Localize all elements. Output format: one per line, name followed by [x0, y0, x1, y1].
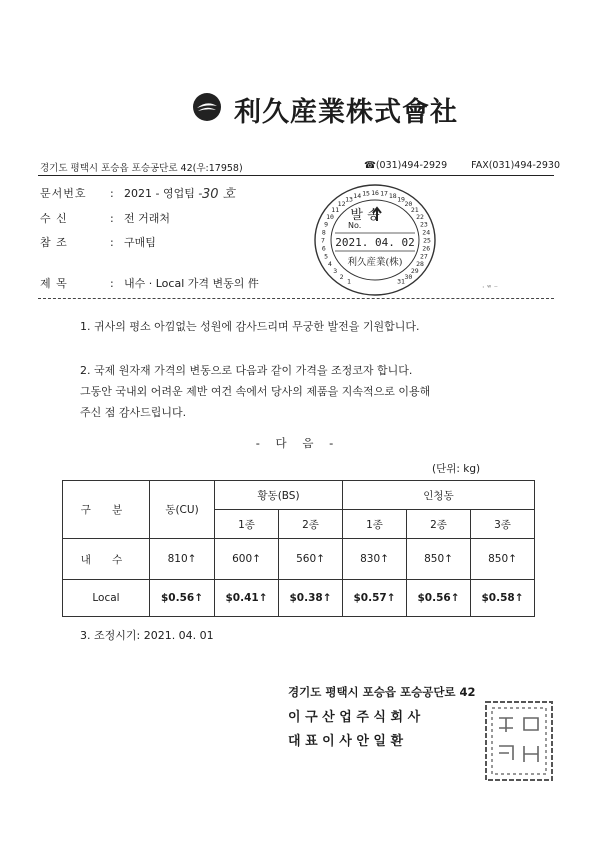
- stamp-top-text: 발 송: [350, 208, 380, 223]
- recipient-field: 수 신 : 전 거래처: [40, 212, 171, 225]
- stamp-ring-number: 8: [321, 228, 326, 237]
- cell-pb1: $0.57↑: [343, 580, 407, 617]
- recipient-value: 전 거래처: [124, 212, 171, 225]
- margin-mark: · ʷ ⁻: [482, 283, 498, 292]
- stamp-ring-number: 3: [333, 267, 338, 275]
- cell-pb2: 850↑: [407, 539, 471, 580]
- stamp-ring-number: 18: [388, 191, 397, 200]
- stamp-ring-number: 29: [410, 267, 419, 275]
- reference-field: 참 조 : 구매팀: [40, 236, 156, 249]
- header-phosphor-bronze: 인청동: [343, 481, 535, 510]
- header-phosphor-grade-3: 3종: [471, 510, 535, 539]
- stamp-ring-number: 12: [337, 200, 346, 209]
- header-phosphor-grade-1: 1종: [343, 510, 407, 539]
- section-title: - 다 음 -: [255, 436, 340, 450]
- recipient-label: 수 신: [40, 212, 68, 225]
- stamp-ring-number: 25: [423, 236, 431, 245]
- stamp-ring-number: 17: [380, 189, 388, 198]
- footer-representative: 대 표 이 사 안 일 환: [288, 734, 404, 749]
- letterhead-tel: ☎(031)494-2929: [364, 160, 448, 171]
- stamp-ring-number: 27: [419, 252, 428, 261]
- cell-bs2: 560↑: [279, 539, 343, 580]
- letterhead-address: 경기도 평택시 포승읍 포승공단로 42(우:17958): [40, 163, 243, 174]
- cell-pb1: 830↑: [343, 539, 407, 580]
- stamp-ring-number: 16: [371, 189, 379, 197]
- doc-number-value: 2021 - 영업팀 -: [124, 187, 203, 200]
- stamp-ring-number: 21: [410, 206, 419, 214]
- paragraph-1: 1. 귀사의 평소 아낌없는 성원에 감사드리며 무궁한 발전을 기원합니다.: [80, 320, 420, 333]
- stamp-ring-number: 19: [397, 195, 405, 204]
- stamp-ring-number: 31: [397, 277, 405, 286]
- dispatch-stamp: [313, 183, 437, 298]
- cell-pb3: 850↑: [471, 539, 535, 580]
- doc-number-field: 문서번호 : 2021 - 영업팀 -: [40, 187, 203, 200]
- row-label: 내 수: [63, 539, 150, 580]
- subject-divider: [38, 298, 554, 299]
- reference-value: 구매팀: [124, 236, 156, 249]
- stamp-ring-number: 1: [347, 277, 351, 286]
- stamp-ring-number: 22: [416, 212, 424, 221]
- stamp-ring-number: 11: [331, 206, 340, 214]
- unit-label: (단위: kg): [432, 463, 481, 475]
- letterhead-contact: [364, 160, 584, 171]
- company-name: 利久産業株式會社: [234, 97, 458, 128]
- company-seal: [484, 700, 554, 782]
- stamp-ring-number: 15: [362, 189, 370, 198]
- stamp-ring-number: 23: [419, 220, 428, 229]
- cell-pb3: $0.58↑: [471, 580, 535, 617]
- stamp-date: 2021. 04. 02: [335, 236, 415, 249]
- header-phosphor-grade-2: 2종: [407, 510, 471, 539]
- header-brass-grade-1: 1종: [215, 510, 279, 539]
- stamp-ring-number: 26: [422, 244, 431, 253]
- header-copper: 동(CU): [150, 481, 215, 539]
- stamp-no-label: No.: [348, 221, 362, 230]
- header-brass: 황동(BS): [215, 481, 343, 510]
- price-table: [62, 480, 535, 617]
- stamp-ring-number: 4: [328, 260, 332, 269]
- stamp-ring-number: 10: [326, 212, 334, 221]
- stamp-ring-number: 7: [321, 236, 325, 245]
- paragraph-2-line-3: 주신 점 감사드립니다.: [80, 406, 187, 419]
- stamp-ring-number: 24: [422, 228, 431, 237]
- stamp-ring-number: 20: [404, 200, 413, 209]
- stamp-ring-number: 6: [321, 244, 326, 253]
- cell-cu: $0.56↑: [150, 580, 215, 617]
- cell-bs1: $0.41↑: [215, 580, 279, 617]
- cell-pb2: $0.56↑: [407, 580, 471, 617]
- table-row: [63, 580, 535, 617]
- stamp-ring-number: 28: [416, 260, 424, 269]
- company-logo-icon: [192, 92, 222, 122]
- letterhead-divider: [38, 175, 554, 176]
- row-label: Local: [63, 580, 150, 617]
- subject-label: 제 목: [40, 277, 68, 290]
- footer-company: 이 구 산 업 주 식 회 사: [288, 710, 421, 725]
- header-category: 구 분: [63, 481, 150, 539]
- paragraph-2-line-2: 그동안 국내외 어려운 제반 여건 속에서 당사의 제품을 지속적으로 이용해: [80, 385, 431, 398]
- stamp-ring-number: 5: [324, 252, 329, 261]
- stamp-ring-number: 13: [345, 195, 353, 204]
- reference-label: 참 조: [40, 236, 68, 249]
- subject-field: 제 목 : 내수 · Local 가격 변동의 件: [40, 277, 259, 290]
- header-brass-grade-2: 2종: [279, 510, 343, 539]
- cell-cu: 810↑: [150, 539, 215, 580]
- stamp-ring-number: 2: [339, 272, 344, 281]
- stamp-ring-number: 30: [404, 272, 413, 281]
- paragraph-2-line-1: 2. 국제 원자재 가격의 변동으로 다음과 같이 가격을 조정코자 합니다.: [80, 364, 413, 377]
- table-row: [63, 539, 535, 580]
- cell-bs1: 600↑: [215, 539, 279, 580]
- doc-number-label: 문서번호: [40, 187, 87, 200]
- stamp-ring-number: 14: [353, 191, 362, 200]
- stamp-company: 利久産業(株): [347, 257, 403, 268]
- stamp-ring-number: 9: [324, 220, 329, 229]
- footer-address: 경기도 평택시 포승읍 포승공단로 42: [288, 685, 476, 699]
- subject-value: 내수 · Local 가격 변동의 件: [124, 277, 259, 290]
- paragraph-3: 3. 조정시기: 2021. 04. 01: [80, 629, 214, 642]
- cell-bs2: $0.38↑: [279, 580, 343, 617]
- doc-number-handwritten: 30 호: [202, 187, 236, 202]
- letterhead-fax: FAX(031)494-2930: [471, 160, 561, 171]
